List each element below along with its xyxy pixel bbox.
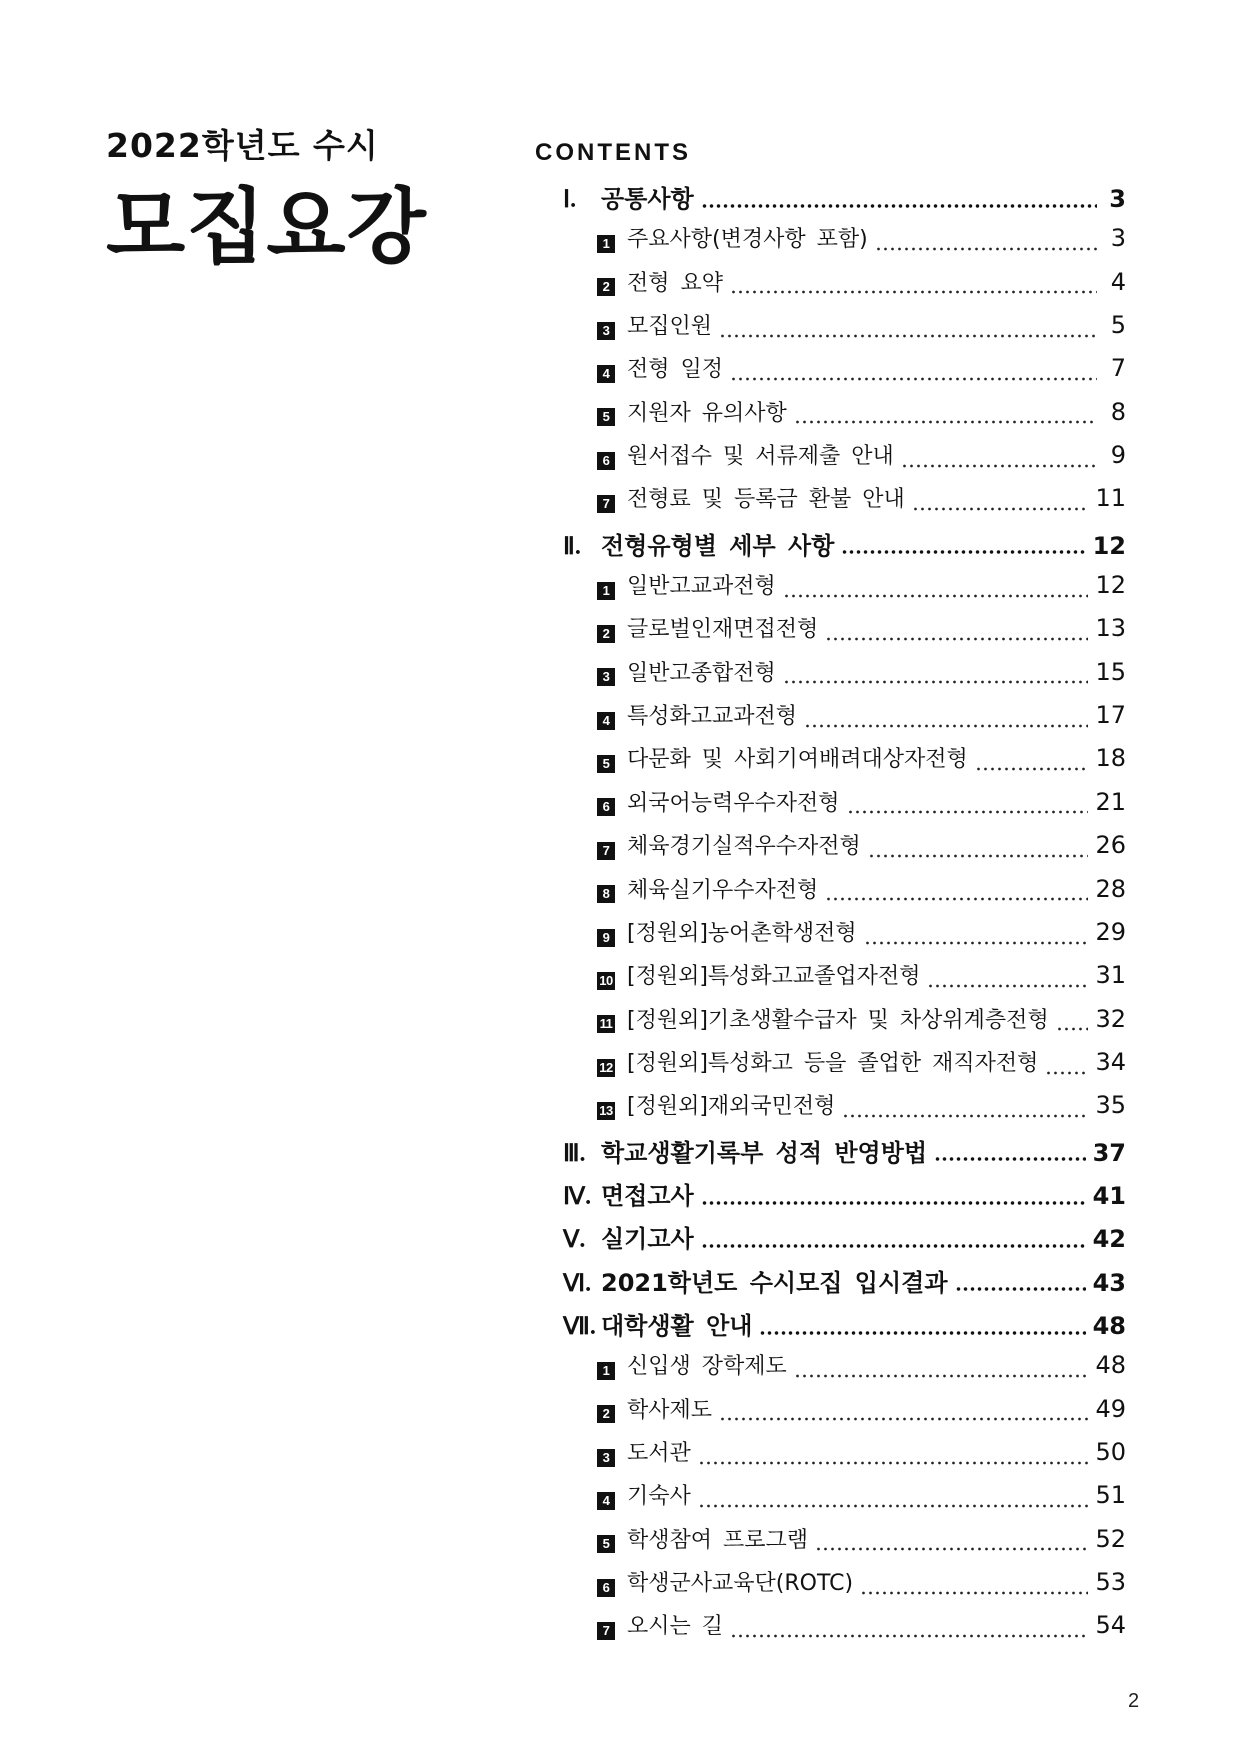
toc-page-number: 3 — [1110, 224, 1126, 253]
toc-item[interactable] — [563, 266, 1126, 309]
item-number-badge: 7 — [597, 495, 615, 513]
item-number-badge: 1 — [597, 1362, 615, 1380]
toc-item[interactable] — [563, 656, 1126, 699]
toc-page-number: 3 — [1109, 185, 1126, 213]
toc-item[interactable] — [563, 1089, 1126, 1132]
dot-leader — [1045, 1071, 1088, 1075]
toc-item[interactable] — [563, 699, 1126, 742]
toc-item[interactable] — [563, 873, 1126, 916]
dot-leader — [864, 941, 1089, 945]
toc-label: 특성화고교과전형 — [627, 704, 798, 730]
toc-label: 외국어능력우수자전형 — [627, 790, 840, 816]
dot-leader — [875, 247, 1097, 251]
toc-page-number: 9 — [1110, 441, 1126, 470]
toc-label: 글로벌인재면접전형 — [627, 617, 819, 643]
dot-leader — [719, 1417, 1088, 1421]
toc-item[interactable] — [563, 1349, 1126, 1392]
toc-page-number: 31 — [1095, 961, 1126, 990]
dot-leader — [783, 680, 1089, 684]
toc-page-number: 5 — [1110, 311, 1126, 340]
toc-label: 학생군사교육단(ROTC) — [627, 1571, 854, 1596]
toc-label: 일반고종합전형 — [627, 660, 776, 686]
item-number-badge: 11 — [597, 1015, 615, 1033]
toc-label: 도서관 — [627, 1440, 691, 1466]
dot-leader — [912, 507, 1089, 511]
toc-section[interactable] — [563, 1219, 1126, 1262]
toc-section[interactable] — [563, 1176, 1126, 1219]
toc-label: [정원외]특성화고교졸업자전형 — [627, 964, 921, 990]
item-number-badge: 4 — [597, 1492, 615, 1510]
dot-leader — [730, 1634, 1088, 1638]
toc-item[interactable] — [563, 1479, 1126, 1522]
item-number-badge: 9 — [597, 929, 615, 947]
dot-leader — [698, 1461, 1089, 1465]
dot-leader — [701, 1244, 1086, 1248]
toc-label: 지원자 유의사항 — [627, 400, 787, 426]
toc-label: 전형유형별 세부 사항 — [601, 531, 835, 560]
toc-section[interactable] — [563, 526, 1126, 569]
toc-page-number: 12 — [1092, 531, 1126, 560]
dot-leader — [804, 724, 1088, 728]
table-of-contents — [563, 179, 1126, 1653]
toc-item[interactable] — [563, 742, 1126, 785]
dot-leader — [794, 420, 1097, 424]
dot-leader — [825, 637, 1088, 641]
item-number-badge: 1 — [597, 582, 615, 600]
dot-leader — [730, 290, 1097, 294]
toc-label: 오시는 길 — [627, 1614, 724, 1640]
dot-leader — [701, 1201, 1086, 1205]
dot-leader — [955, 1287, 1086, 1291]
item-number-badge: 10 — [597, 972, 615, 990]
dot-leader — [975, 767, 1089, 771]
toc-section[interactable] — [563, 1133, 1126, 1176]
toc-label: 다문화 및 사회기여배려대상자전형 — [627, 747, 968, 773]
toc-label: 면접고사 — [601, 1181, 694, 1210]
toc-label: 전형 일정 — [627, 357, 724, 383]
toc-section[interactable] — [563, 1263, 1126, 1306]
page-number: 2 — [1128, 1690, 1140, 1712]
item-number-badge: 4 — [597, 712, 615, 730]
toc-page-number: 4 — [1110, 267, 1126, 296]
contents-heading: CONTENTS — [535, 139, 691, 166]
item-number-badge: 5 — [597, 408, 615, 426]
section-numeral: Ⅴ. — [563, 1227, 586, 1254]
toc-label: 모집인원 — [627, 314, 713, 340]
item-number-badge: 6 — [597, 452, 615, 470]
dot-leader — [841, 550, 1085, 554]
dot-leader — [759, 1331, 1085, 1335]
toc-item[interactable] — [563, 786, 1126, 829]
toc-page-number: 43 — [1092, 1268, 1126, 1297]
toc-page-number: 49 — [1095, 1394, 1126, 1423]
toc-item[interactable] — [563, 352, 1126, 395]
dot-leader — [1056, 1027, 1089, 1031]
section-numeral: Ⅰ. — [563, 187, 577, 213]
item-number-badge: 2 — [597, 1405, 615, 1423]
item-number-badge: 7 — [597, 1622, 615, 1640]
dot-leader — [860, 1591, 1088, 1595]
toc-item[interactable] — [563, 1393, 1126, 1436]
toc-item[interactable] — [563, 222, 1126, 265]
toc-label: 일반고교과전형 — [627, 574, 776, 600]
toc-page-number: 48 — [1095, 1351, 1126, 1380]
toc-page-number: 12 — [1095, 571, 1126, 600]
toc-item[interactable] — [563, 1566, 1126, 1609]
dot-leader — [847, 810, 1089, 814]
toc-page-number: 7 — [1110, 354, 1126, 383]
toc-page-number: 15 — [1095, 657, 1126, 686]
dot-leader — [927, 984, 1088, 988]
section-numeral: Ⅱ. — [563, 533, 581, 560]
dot-leader — [794, 1374, 1089, 1378]
toc-page-number: 21 — [1095, 787, 1126, 816]
item-number-badge: 12 — [597, 1059, 615, 1077]
toc-item[interactable] — [563, 396, 1126, 439]
section-numeral: Ⅶ. — [563, 1313, 596, 1340]
section-numeral: Ⅲ. — [563, 1140, 586, 1167]
item-number-badge: 3 — [597, 668, 615, 686]
item-number-badge: 8 — [597, 885, 615, 903]
item-number-badge: 5 — [597, 1535, 615, 1553]
toc-label: [정원외]기초생활수급자 및 차상위계층전형 — [627, 1007, 1049, 1033]
toc-label: 학생참여 프로그램 — [627, 1527, 809, 1553]
item-number-badge: 5 — [597, 755, 615, 773]
toc-page-number: 26 — [1095, 831, 1126, 860]
item-number-badge: 6 — [597, 798, 615, 816]
toc-page-number: 54 — [1095, 1611, 1126, 1640]
toc-item[interactable] — [563, 1046, 1126, 1089]
section-numeral: Ⅵ. — [563, 1270, 592, 1297]
toc-page-number: 48 — [1092, 1311, 1126, 1340]
toc-page-number: 42 — [1092, 1225, 1126, 1254]
dot-leader — [842, 1114, 1088, 1118]
toc-item[interactable] — [563, 1436, 1126, 1479]
toc-item[interactable] — [563, 916, 1126, 959]
toc-label: 원서접수 및 서류제출 안내 — [627, 444, 894, 470]
toc-item[interactable] — [563, 1003, 1126, 1046]
toc-label: 실기고사 — [601, 1225, 694, 1254]
item-number-badge: 3 — [597, 1449, 615, 1467]
section-numeral: Ⅳ. — [563, 1183, 592, 1210]
toc-page-number: 28 — [1095, 874, 1126, 903]
toc-item[interactable] — [563, 612, 1126, 655]
item-number-badge: 6 — [597, 1579, 615, 1597]
toc-page-number: 13 — [1095, 614, 1126, 643]
toc-page-number: 17 — [1095, 701, 1126, 730]
item-number-badge: 7 — [597, 842, 615, 860]
toc-page-number: 53 — [1095, 1568, 1126, 1596]
toc-label: [정원외]특성화고 등을 졸업한 재직자전형 — [627, 1050, 1039, 1076]
toc-label: [정원외]재외국민전형 — [627, 1094, 836, 1120]
toc-page-number: 50 — [1095, 1437, 1126, 1466]
toc-label: 전형 요약 — [627, 270, 724, 296]
toc-label: 학교생활기록부 성적 반영방법 — [601, 1138, 928, 1167]
toc-item[interactable] — [563, 1609, 1126, 1652]
item-number-badge: 1 — [597, 235, 615, 253]
dot-leader — [815, 1547, 1088, 1551]
toc-label: 전형료 및 등록금 환불 안내 — [627, 487, 905, 513]
toc-label: 체육경기실적우수자전형 — [627, 834, 861, 860]
item-number-badge: 3 — [597, 322, 615, 340]
toc-section[interactable] — [563, 179, 1126, 222]
toc-page-number: 41 — [1092, 1181, 1126, 1210]
dot-leader — [934, 1157, 1085, 1161]
toc-page-number: 18 — [1095, 744, 1126, 773]
toc-item[interactable] — [563, 439, 1126, 482]
dot-leader — [868, 854, 1089, 858]
toc-label: 공통사항 — [601, 185, 694, 213]
dot-leader — [730, 377, 1097, 381]
title-block — [106, 126, 427, 276]
toc-page-number: 35 — [1095, 1091, 1126, 1120]
dot-leader — [825, 897, 1088, 901]
item-number-badge: 13 — [597, 1102, 615, 1120]
toc-page-number: 32 — [1095, 1004, 1126, 1033]
toc-label: 대학생활 안내 — [601, 1311, 753, 1340]
toc-label: 기숙사 — [627, 1484, 691, 1510]
toc-item[interactable] — [563, 959, 1126, 1002]
toc-label: 2021학년도 수시모집 입시결과 — [601, 1268, 948, 1297]
toc-page-number: 34 — [1095, 1047, 1126, 1076]
toc-label: 체육실기우수자전형 — [627, 877, 819, 903]
toc-section[interactable] — [563, 1306, 1126, 1349]
dot-leader — [701, 204, 1097, 208]
dot-leader — [698, 1504, 1089, 1508]
toc-label: [정원외]농어촌학생전형 — [627, 920, 857, 946]
dot-leader — [901, 464, 1097, 468]
document-title: 모집요강 — [106, 180, 427, 275]
toc-page-number: 11 — [1095, 484, 1126, 513]
toc-page-number: 37 — [1092, 1138, 1126, 1167]
toc-page-number: 52 — [1095, 1524, 1126, 1553]
toc-label: 주요사항(변경사항 포함) — [627, 227, 868, 253]
item-number-badge: 2 — [597, 278, 615, 296]
toc-item[interactable] — [563, 309, 1126, 352]
item-number-badge: 2 — [597, 625, 615, 643]
toc-item[interactable] — [563, 482, 1126, 525]
toc-label: 학사제도 — [627, 1397, 713, 1423]
toc-page-number: 8 — [1110, 397, 1126, 426]
toc-item[interactable] — [563, 829, 1126, 872]
toc-page-number: 29 — [1095, 917, 1126, 946]
toc-item[interactable] — [563, 1523, 1126, 1566]
item-number-badge: 4 — [597, 365, 615, 383]
toc-page-number: 51 — [1095, 1481, 1126, 1510]
toc-item[interactable] — [563, 569, 1126, 612]
document-subtitle: 2022학년도 수시 — [106, 126, 379, 165]
toc-label: 신입생 장학제도 — [627, 1354, 787, 1380]
dot-leader — [783, 594, 1089, 598]
dot-leader — [719, 334, 1097, 338]
